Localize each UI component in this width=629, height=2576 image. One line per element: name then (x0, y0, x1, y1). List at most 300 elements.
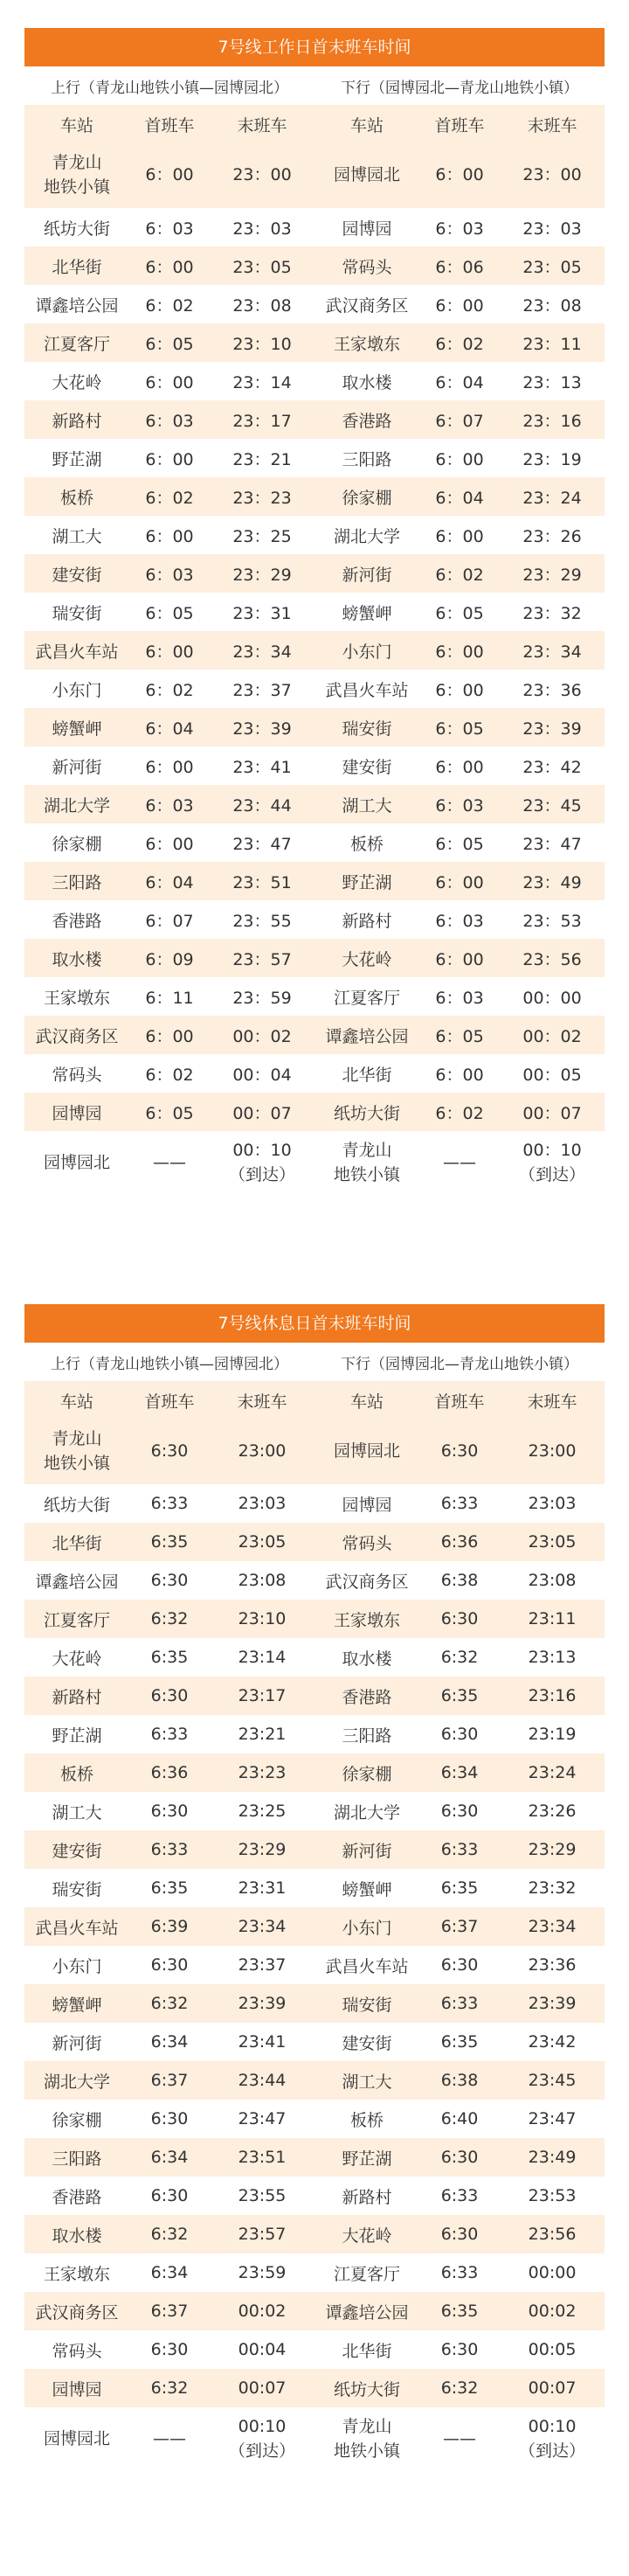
last-train-up: 23:37 (210, 1946, 314, 1984)
last-train-down: 23:11 (500, 1600, 605, 1638)
station-down: 武汉商务区 (314, 285, 419, 323)
last-train-down: 23:05 (500, 1523, 605, 1561)
first-train-down: 6：03 (419, 900, 500, 939)
station-down: 纸坊大街 (314, 1093, 419, 1131)
down-direction-label: 下行（园博园北—青龙山地铁小镇） (341, 1355, 579, 1373)
last-train-down: 00：02 (500, 1016, 605, 1054)
first-train-down: 6：00 (419, 516, 500, 554)
table-row (24, 516, 605, 554)
last-train-down: 23:49 (500, 2138, 605, 2177)
station-up: 江夏客厅 (24, 1600, 129, 1638)
first-train-up: 6：04 (129, 708, 210, 746)
first-train-down: —— (419, 2407, 500, 2472)
station-down: 香港路 (314, 400, 419, 439)
last-train-down: 23:47 (500, 2100, 605, 2138)
table-row (24, 1869, 605, 1907)
first-train-down: 6：00 (419, 285, 500, 323)
station-down: 瑞安街 (314, 1984, 419, 2023)
station-up: 武昌火车站 (24, 1907, 129, 1946)
first-train-down: 6:35 (419, 2292, 500, 2330)
last-train-up: 23：23 (210, 477, 314, 516)
last-train-down: 23：19 (500, 439, 605, 477)
station-up: 香港路 (24, 2177, 129, 2215)
station-down: 取水楼 (314, 1638, 419, 1677)
last-train-up: 23：51 (210, 862, 314, 900)
last-train-down: 23:42 (500, 2023, 605, 2061)
station-down: 王家墩东 (314, 323, 419, 362)
last-train-up: 23:34 (210, 1907, 314, 1946)
last-train-down: 23:29 (500, 1830, 605, 1869)
first-train-down: 6:30 (419, 1715, 500, 1753)
station-down: 瑞安街 (314, 708, 419, 746)
first-train-down: 6：03 (419, 208, 500, 246)
last-train-down: 23:39 (500, 1984, 605, 2023)
weekday-table (24, 66, 605, 1196)
station-up: 徐家棚 (24, 2100, 129, 2138)
last-train-up: 23:08 (210, 1561, 314, 1600)
first-train-down: 6:30 (419, 2138, 500, 2177)
first-train-up: 6：00 (129, 516, 210, 554)
first-train-up: 6：09 (129, 939, 210, 977)
station-up: 谭鑫培公园 (24, 285, 129, 323)
header-station-up: 车站 (24, 1381, 129, 1420)
station-up: 新河街 (24, 2023, 129, 2061)
last-train-down: 23：32 (500, 593, 605, 631)
last-train-down: 23：08 (500, 285, 605, 323)
up-direction-label: 上行（青龙山地铁小镇—园博园北） (51, 1355, 289, 1373)
header-first-down: 首班车 (419, 1381, 500, 1420)
table-row (24, 631, 605, 670)
first-train-up: 6：00 (129, 746, 210, 785)
header-last-down: 末班车 (500, 1381, 605, 1420)
down-direction-label: 下行（园博园北—青龙山地铁小镇） (341, 79, 579, 97)
header-first-up: 首班车 (129, 105, 210, 143)
station-up: 三阳路 (24, 862, 129, 900)
holiday-timetable (24, 1304, 605, 2472)
first-train-down: 6：03 (419, 977, 500, 1016)
last-train-down: 23：47 (500, 823, 605, 862)
holiday-title: 7号线休息日首末班车时间 (24, 1304, 605, 1343)
first-train-up: 6：05 (129, 1093, 210, 1131)
last-train-down: 23：11 (500, 323, 605, 362)
last-train-down: 00:02 (500, 2292, 605, 2330)
last-train-down: 23：13 (500, 362, 605, 400)
first-train-down: 6:30 (419, 1792, 500, 1830)
first-train-down: 6：05 (419, 1016, 500, 1054)
station-up: 香港路 (24, 900, 129, 939)
first-train-down: 6：02 (419, 554, 500, 593)
last-train-up: 00:07 (210, 2369, 314, 2407)
station-down: 江夏客厅 (314, 2253, 419, 2292)
last-train-up: 23:47 (210, 2100, 314, 2138)
header-last-up: 末班车 (210, 1381, 314, 1420)
station-up: 三阳路 (24, 2138, 129, 2177)
table-row (24, 554, 605, 593)
station-down: 武昌火车站 (314, 1946, 419, 1984)
first-train-down: 6:32 (419, 2369, 500, 2407)
station-down: 谭鑫培公园 (314, 1016, 419, 1054)
station-down: 武汉商务区 (314, 1561, 419, 1600)
table-row (24, 2138, 605, 2177)
first-train-down: 6：00 (419, 439, 500, 477)
last-train-down: 23：05 (500, 246, 605, 285)
last-train-down: 23：24 (500, 477, 605, 516)
first-train-up: 6:30 (129, 2100, 210, 2138)
station-down: 三阳路 (314, 1715, 419, 1753)
last-train-down: 00：07 (500, 1093, 605, 1131)
first-train-up: 6：00 (129, 362, 210, 400)
station-down: 板桥 (314, 823, 419, 862)
first-train-down: 6：06 (419, 246, 500, 285)
station-up: 青龙山 地铁小镇 (24, 1420, 129, 1484)
station-down: 新河街 (314, 554, 419, 593)
station-up: 纸坊大街 (24, 1484, 129, 1523)
table-row (24, 670, 605, 708)
last-train-down: 23:03 (500, 1484, 605, 1523)
first-train-up: 6:34 (129, 2138, 210, 2177)
first-train-up: 6：00 (129, 439, 210, 477)
station-up: 湖北大学 (24, 785, 129, 823)
station-up: 取水楼 (24, 2215, 129, 2253)
header-last-up: 末班车 (210, 105, 314, 143)
last-train-up: 23:25 (210, 1792, 314, 1830)
station-down: 江夏客厅 (314, 977, 419, 1016)
direction-row (24, 66, 605, 105)
last-train-up: 00：04 (210, 1054, 314, 1093)
last-train-up: 23：31 (210, 593, 314, 631)
station-down: 建安街 (314, 746, 419, 785)
first-train-up: 6:33 (129, 1715, 210, 1753)
table-row (24, 1984, 605, 2023)
station-up: 常码头 (24, 2330, 129, 2369)
station-down: 野芷湖 (314, 862, 419, 900)
last-train-up: 23：08 (210, 285, 314, 323)
first-train-down: 6：00 (419, 1054, 500, 1093)
first-train-down: 6:30 (419, 2215, 500, 2253)
table-row (24, 362, 605, 400)
first-train-up: 6:32 (129, 1984, 210, 2023)
last-train-up: 23：39 (210, 708, 314, 746)
table-row (24, 323, 605, 362)
station-up: 湖北大学 (24, 2061, 129, 2100)
weekday-tbody (24, 66, 605, 1196)
first-train-up: 6：03 (129, 554, 210, 593)
station-down: 取水楼 (314, 362, 419, 400)
last-train-down: 23：00 (500, 143, 605, 208)
last-train-down: 23:08 (500, 1561, 605, 1600)
first-train-down: 6：00 (419, 143, 500, 208)
header-first-up: 首班车 (129, 1381, 210, 1420)
last-train-up: 23：55 (210, 900, 314, 939)
table-row (24, 977, 605, 1016)
station-up: 取水楼 (24, 939, 129, 977)
station-up: 常码头 (24, 1054, 129, 1093)
station-up: 徐家棚 (24, 823, 129, 862)
station-up: 湖工大 (24, 1792, 129, 1830)
up-direction-label: 上行（青龙山地铁小镇—园博园北） (51, 79, 289, 97)
table-row (24, 2023, 605, 2061)
table-row (24, 143, 605, 208)
table-row (24, 939, 605, 977)
first-train-down: 6：02 (419, 1093, 500, 1131)
station-down: 湖北大学 (314, 1792, 419, 1830)
last-train-down: 23:34 (500, 1907, 605, 1946)
first-train-up: 6：02 (129, 1054, 210, 1093)
first-train-up: 6:30 (129, 1420, 210, 1484)
station-down: 野芷湖 (314, 2138, 419, 2177)
first-train-up: 6：00 (129, 823, 210, 862)
first-train-down: 6：05 (419, 708, 500, 746)
first-train-up: 6:33 (129, 1830, 210, 1869)
table-row (24, 785, 605, 823)
station-down: 青龙山 地铁小镇 (314, 2407, 419, 2472)
station-down: 园博园北 (314, 143, 419, 208)
last-train-down: 23：34 (500, 631, 605, 670)
header-first-down: 首班车 (419, 105, 500, 143)
last-train-down: 23：26 (500, 516, 605, 554)
station-up: 野芷湖 (24, 439, 129, 477)
first-train-down: 6:33 (419, 2253, 500, 2292)
station-down: 大花岭 (314, 2215, 419, 2253)
last-train-up: 23：41 (210, 746, 314, 785)
table-row (24, 1715, 605, 1753)
last-train-down: 00:00 (500, 2253, 605, 2292)
table-row (24, 2369, 605, 2407)
first-train-up: 6：00 (129, 631, 210, 670)
first-train-down: 6:33 (419, 1830, 500, 1869)
station-up: 江夏客厅 (24, 323, 129, 362)
first-train-up: 6：02 (129, 285, 210, 323)
station-up: 建安街 (24, 1830, 129, 1869)
first-train-down: 6：02 (419, 323, 500, 362)
last-train-up: 23:55 (210, 2177, 314, 2215)
first-train-down: 6：00 (419, 746, 500, 785)
last-train-up: 00:02 (210, 2292, 314, 2330)
first-train-up: 6：00 (129, 143, 210, 208)
last-train-up: 23:59 (210, 2253, 314, 2292)
station-up: 园博园 (24, 1093, 129, 1131)
station-up: 北华街 (24, 246, 129, 285)
table-row (24, 477, 605, 516)
last-train-down: 23：53 (500, 900, 605, 939)
table-row (24, 1600, 605, 1638)
last-train-up: 23：03 (210, 208, 314, 246)
last-train-up: 23：29 (210, 554, 314, 593)
last-train-up: 23：21 (210, 439, 314, 477)
first-train-up: 6：00 (129, 246, 210, 285)
station-down: 大花岭 (314, 939, 419, 977)
station-up: 北华街 (24, 1523, 129, 1561)
first-train-down: 6:36 (419, 1523, 500, 1561)
first-train-down: 6:30 (419, 1946, 500, 1984)
first-train-down: 6：04 (419, 477, 500, 516)
last-train-down: 00:10 （到达） (500, 2407, 605, 2472)
table-row (24, 2330, 605, 2369)
last-train-up: 23：34 (210, 631, 314, 670)
table-row (24, 400, 605, 439)
first-train-up: 6:30 (129, 1677, 210, 1715)
first-train-up: 6：05 (129, 323, 210, 362)
last-train-down: 23:16 (500, 1677, 605, 1715)
last-train-down: 00：10 （到达） (500, 1131, 605, 1196)
last-train-down: 23:36 (500, 1946, 605, 1984)
first-train-up: 6:30 (129, 1792, 210, 1830)
first-train-up: 6:39 (129, 1907, 210, 1946)
last-train-up: 23：44 (210, 785, 314, 823)
last-train-up: 23：59 (210, 977, 314, 1016)
first-train-down: —— (419, 1131, 500, 1196)
first-train-down: 6：00 (419, 631, 500, 670)
first-train-down: 6:35 (419, 2023, 500, 2061)
station-down: 湖工大 (314, 2061, 419, 2100)
station-down: 北华街 (314, 2330, 419, 2369)
station-up: 瑞安街 (24, 593, 129, 631)
table-row (24, 862, 605, 900)
station-down: 王家墩东 (314, 1600, 419, 1638)
station-up: 小东门 (24, 670, 129, 708)
last-train-down: 23:45 (500, 2061, 605, 2100)
last-train-down: 23：56 (500, 939, 605, 977)
station-up: 大花岭 (24, 1638, 129, 1677)
header-station-down: 车站 (314, 1381, 419, 1420)
last-train-down: 23：29 (500, 554, 605, 593)
table-row (24, 2253, 605, 2292)
last-train-up: 23：57 (210, 939, 314, 977)
table-row (24, 593, 605, 631)
first-train-down: 6:38 (419, 2061, 500, 2100)
first-train-up: 6:36 (129, 1753, 210, 1792)
last-train-down: 23:19 (500, 1715, 605, 1753)
first-train-down: 6：05 (419, 823, 500, 862)
first-train-up: 6:35 (129, 1523, 210, 1561)
station-up: 建安街 (24, 554, 129, 593)
first-train-up: 6:32 (129, 1600, 210, 1638)
first-train-down: 6:33 (419, 1484, 500, 1523)
table-row (24, 2100, 605, 2138)
first-train-up: 6:30 (129, 1946, 210, 1984)
station-down: 螃蟹岬 (314, 593, 419, 631)
first-train-up: 6:34 (129, 2253, 210, 2292)
station-up: 新路村 (24, 1677, 129, 1715)
station-down: 园博园 (314, 208, 419, 246)
station-up: 武汉商务区 (24, 2292, 129, 2330)
first-train-down: 6:30 (419, 2330, 500, 2369)
station-up: 野芷湖 (24, 1715, 129, 1753)
last-train-up: 00:04 (210, 2330, 314, 2369)
last-train-down: 00：05 (500, 1054, 605, 1093)
first-train-down: 6:40 (419, 2100, 500, 2138)
first-train-down: 6:30 (419, 1600, 500, 1638)
first-train-down: 6:38 (419, 1561, 500, 1600)
first-train-up: 6：02 (129, 477, 210, 516)
station-down: 谭鑫培公园 (314, 2292, 419, 2330)
direction-row (24, 1343, 605, 1381)
last-train-up: 23：47 (210, 823, 314, 862)
first-train-down: 6:35 (419, 1869, 500, 1907)
last-train-up: 23:23 (210, 1753, 314, 1792)
last-train-up: 23：25 (210, 516, 314, 554)
first-train-down: 6：00 (419, 939, 500, 977)
station-up: 园博园北 (24, 1131, 129, 1196)
station-up: 大花岭 (24, 362, 129, 400)
first-train-down: 6:34 (419, 1753, 500, 1792)
station-up: 湖工大 (24, 516, 129, 554)
table-row (24, 1054, 605, 1093)
holiday-tbody (24, 1343, 605, 2472)
table-row (24, 1677, 605, 1715)
last-train-up: 23：10 (210, 323, 314, 362)
first-train-up: 6：07 (129, 900, 210, 939)
table-row (24, 823, 605, 862)
station-down: 纸坊大街 (314, 2369, 419, 2407)
station-up: 螃蟹岬 (24, 708, 129, 746)
table-row (24, 285, 605, 323)
last-train-down: 00:07 (500, 2369, 605, 2407)
first-train-up: 6：05 (129, 593, 210, 631)
first-train-up: 6:37 (129, 2061, 210, 2100)
first-train-down: 6：05 (419, 593, 500, 631)
last-train-up: 23：14 (210, 362, 314, 400)
first-train-up: 6:35 (129, 1638, 210, 1677)
last-train-up: 23:41 (210, 2023, 314, 2061)
first-train-down: 6:30 (419, 1420, 500, 1484)
table-row (24, 900, 605, 939)
station-down: 建安街 (314, 2023, 419, 2061)
station-up: 纸坊大街 (24, 208, 129, 246)
station-down: 小东门 (314, 1907, 419, 1946)
first-train-down: 6：00 (419, 670, 500, 708)
last-train-down: 23：49 (500, 862, 605, 900)
last-train-up: 23:05 (210, 1523, 314, 1561)
station-up: 板桥 (24, 1753, 129, 1792)
first-train-up: —— (129, 2407, 210, 2472)
table-row (24, 746, 605, 785)
station-down: 三阳路 (314, 439, 419, 477)
first-train-down: 6:32 (419, 1638, 500, 1677)
table-row (24, 1484, 605, 1523)
last-train-up: 23:44 (210, 2061, 314, 2100)
last-train-up: 23:31 (210, 1869, 314, 1907)
first-train-up: 6:35 (129, 1869, 210, 1907)
station-up: 武昌火车站 (24, 631, 129, 670)
last-train-up: 23：05 (210, 246, 314, 285)
last-train-up: 23:00 (210, 1420, 314, 1484)
first-train-down: 6:33 (419, 2177, 500, 2215)
table-row (24, 2061, 605, 2100)
table-row (24, 2215, 605, 2253)
station-down: 新河街 (314, 1830, 419, 1869)
holiday-table (24, 1343, 605, 2472)
first-train-up: 6:30 (129, 1561, 210, 1600)
station-down: 新路村 (314, 900, 419, 939)
table-row (24, 1830, 605, 1869)
station-up: 小东门 (24, 1946, 129, 1984)
first-train-down: 6：04 (419, 362, 500, 400)
last-train-up: 23:51 (210, 2138, 314, 2177)
station-down: 板桥 (314, 2100, 419, 2138)
first-train-up: 6：02 (129, 670, 210, 708)
table-row (24, 439, 605, 477)
table-row (24, 1946, 605, 1984)
station-down: 徐家棚 (314, 1753, 419, 1792)
last-train-up: 23:29 (210, 1830, 314, 1869)
first-train-up: 6:32 (129, 2369, 210, 2407)
table-row (24, 2292, 605, 2330)
last-train-up: 23:39 (210, 1984, 314, 2023)
station-up: 武汉商务区 (24, 1016, 129, 1054)
station-down: 园博园 (314, 1484, 419, 1523)
station-down: 常码头 (314, 246, 419, 285)
